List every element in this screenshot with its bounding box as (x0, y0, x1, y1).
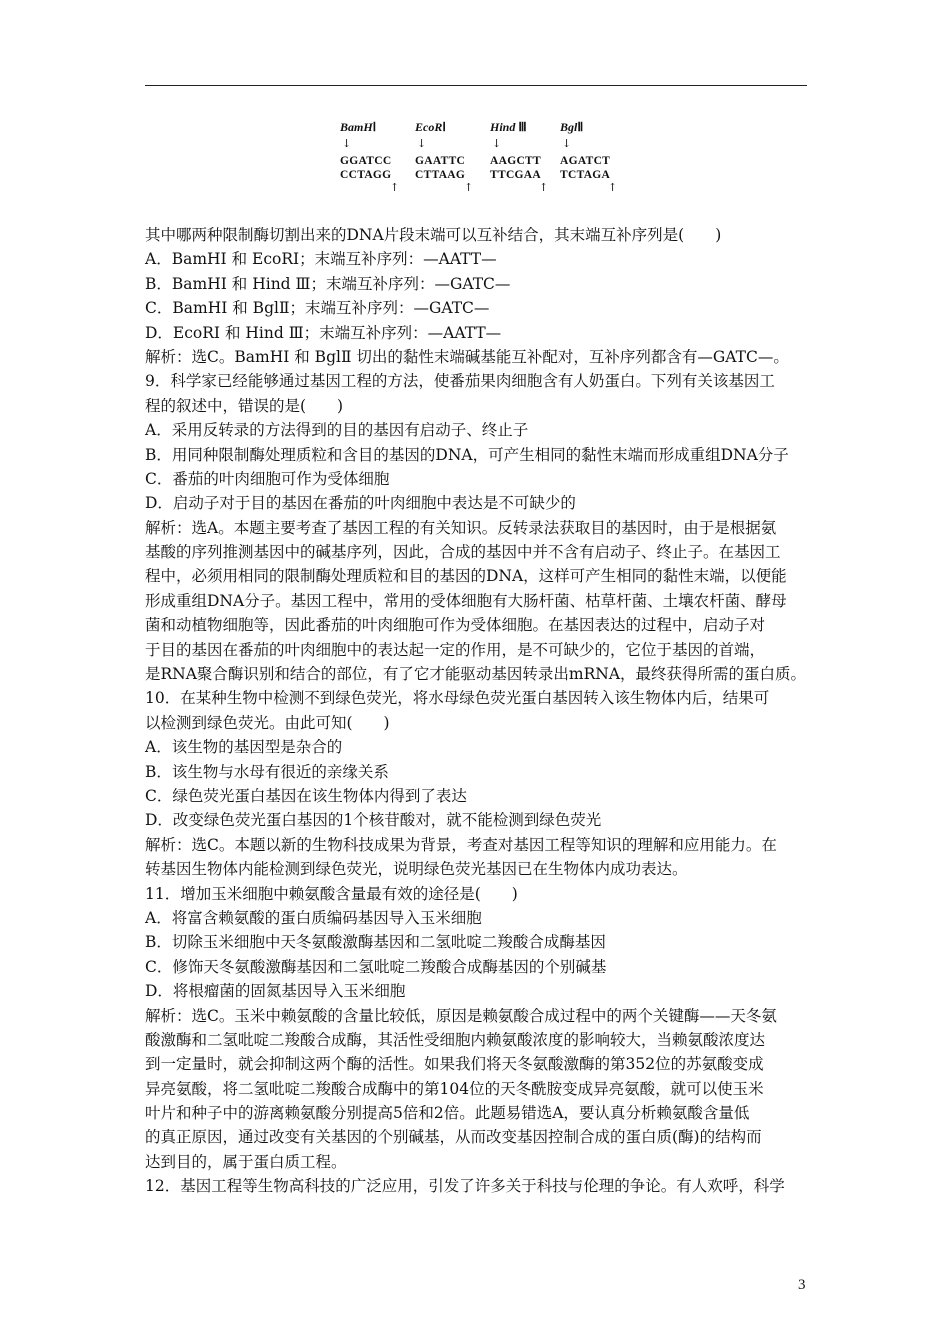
text-line: 异亮氨酸，将二氢吡啶二羧酸合成酶中的第104位的天冬酰胺变成异亮氨酸，就可以使玉米 (145, 1079, 764, 1098)
restriction-enzyme-figure (340, 120, 620, 195)
sequence-hind3: AAGCTT TTCGAA (490, 155, 542, 181)
text-line: 基酸的序列推测基因中的碱基序列，因此，合成的基因中并不含有启动子、终止子。在基因工 (145, 543, 781, 562)
text-line: A．采用反转录的方法得到的目的基因有启动子、终止子 (145, 421, 529, 440)
text-line: A．该生物的基因型是杂合的 (145, 738, 343, 757)
text-line: 菌和动植物细胞等，因此番茄的叶肉细胞可作为受体细胞。在基因表达的过程中，启动子对 (145, 616, 766, 635)
text-line: C．番茄的叶肉细胞可作为受体细胞 (145, 469, 390, 488)
enzyme-label-bgl2: BglⅡ (560, 120, 584, 134)
text-line: B．该生物与水母有很近的亲缘关系 (145, 762, 389, 781)
text-line: 酸激酶和二氢吡啶二羧酸合成酶，其活性受细胞内赖氨酸浓度的影响较大，当赖氨酸浓度达 (145, 1030, 766, 1049)
sequence-bamh1: GGATCC CCTAGG (340, 155, 392, 181)
text-line: 于目的基因在番茄的叶肉细胞中的表达起一定的作用，是不可缺少的，它位于基因的首端， (145, 640, 766, 659)
cut-site-down-arrow: ↓ (417, 137, 427, 150)
text-line: 其中哪两种限制酶切割出来的DNA片段末端可以互补结合，其末端互补序列是( ) (145, 226, 722, 244)
text-line: 解析：选C。BamHⅠ 和 BglⅡ 切出的黏性末端碱基能互补配对，互补序列都含有—GATC—。 (145, 347, 789, 366)
text-line: B．用同种限制酶处理质粒和含目的基因的DNA，可产生相同的黏性末端而形成重组DNA分子 (145, 445, 789, 464)
text-line: 形成重组DNA分子。基因工程中，常用的受体细胞有大肠杆菌、枯草杆菌、土壤农杆菌、酵母 (145, 591, 787, 610)
enzyme-label-ecor1: EcoRⅠ (415, 120, 446, 134)
text-line: 以检测到绿色荧光。由此可知( ) (145, 713, 390, 732)
text-line: 解析：选C。玉米中赖氨酸的含量比较低，原因是赖氨酸合成过程中的两个关键酶——天冬氨 (145, 1006, 777, 1025)
enzyme-label-hind3: Hind Ⅲ (490, 120, 527, 134)
text-line: 9．科学家已经能够通过基因工程的方法，使番茄果肉细胞含有人奶蛋白。下列有关该基因工 (145, 372, 775, 391)
text-line: 的真正原因，通过改变有关基因的个别碱基，从而改变基因控制合成的蛋白质(酶)的结构而 (145, 1128, 762, 1147)
text-line: 10．在某种生物中检测不到绿色荧光，将水母绿色荧光蛋白基因转入该生物体内后，结果可 (145, 689, 770, 708)
header-rule (145, 85, 807, 86)
text-line: B．切除玉米细胞中天冬氨酸激酶基因和二氢吡啶二羧酸合成酶基因 (145, 933, 606, 952)
text-line: A．BamHⅠ 和 EcoRⅠ；末端互补序列：—AATT— (145, 250, 497, 269)
cut-site-up-arrow: ↑ (539, 181, 549, 194)
text-line: 解析：选A。本题主要考查了基因工程的有关知识。反转录法获取目的基因时，由于是根据氨 (145, 518, 777, 537)
cut-site-up-arrow: ↑ (464, 181, 474, 194)
text-line: 程的叙述中，错误的是( ) (145, 396, 344, 415)
cut-site-up-arrow: ↑ (390, 181, 400, 194)
page-number: 3 (798, 1277, 806, 1293)
text-line: D．EcoRⅠ 和 Hind Ⅲ；末端互补序列：—AATT— (145, 323, 502, 342)
text-line: D．改变绿色荧光蛋白基因的1个核苷酸对，就不能检测到绿色荧光 (145, 811, 602, 830)
text-line: 到一定量时，就会抑制这两个酶的活性。如果我们将天冬氨酸激酶的第352位的苏氨酸变成 (145, 1055, 764, 1074)
cut-site-up-arrow: ↑ (608, 181, 618, 194)
text-line: C．BamHⅠ 和 BglⅡ；末端互补序列：—GATC— (145, 299, 490, 318)
text-line: C．修饰天冬氨酸激酶基因和二氢吡啶二羧酸合成酶基因的个别碱基 (145, 957, 607, 976)
text-line: 解析：选C。本题以新的生物科技成果为背景，考查对基因工程等知识的理解和应用能力。在 (145, 835, 777, 854)
cut-site-down-arrow: ↓ (492, 137, 502, 150)
text-line: D．启动子对于目的基因在番茄的叶肉细胞中表达是不可缺少的 (145, 494, 576, 513)
enzyme-label-bamh1: BamHⅠ (340, 120, 377, 134)
cut-site-down-arrow: ↓ (562, 137, 572, 150)
text-line: D．将根瘤菌的固氮基因导入玉米细胞 (145, 982, 406, 1001)
text-line: 12．基因工程等生物高科技的广泛应用，引发了许多关于科技与伦理的争论。有人欢呼，科学 (145, 1177, 785, 1196)
text-line: B．BamHⅠ 和 Hind Ⅲ；末端互补序列：—GATC— (145, 274, 511, 293)
text-line: 叶片和种子中的游离赖氨酸分别提高5倍和2倍。此题易错选A，要认真分析赖氨酸含量低 (145, 1104, 750, 1123)
text-line: 达到目的，属于蛋白质工程。 (145, 1152, 347, 1171)
sequence-ecor1: GAATTC CTTAAG (415, 155, 466, 181)
text-line: A．将富含赖氨酸的蛋白质编码基因导入玉米细胞 (145, 908, 482, 927)
text-line: 程中，必须用相同的限制酶处理质粒和目的基因的DNA，这样可产生相同的黏性末端，以便能 (145, 567, 787, 586)
cut-site-down-arrow: ↓ (342, 137, 352, 150)
text-line: 11．增加玉米细胞中赖氨酸含量最有效的途径是( ) (145, 884, 518, 903)
sequence-bgl2: AGATCT TCTAGA (560, 155, 611, 181)
document-body (145, 223, 815, 1199)
text-line: 转基因生物体内能检测到绿色荧光，说明绿色荧光基因已在生物体内成功表达。 (145, 860, 688, 879)
text-line: 是RNA聚合酶识别和结合的部位，有了它才能驱动基因转录出mRNA，最终获得所需的蛋白质。 (145, 665, 807, 684)
text-line: C．绿色荧光蛋白基因在该生物体内得到了表达 (145, 786, 467, 805)
